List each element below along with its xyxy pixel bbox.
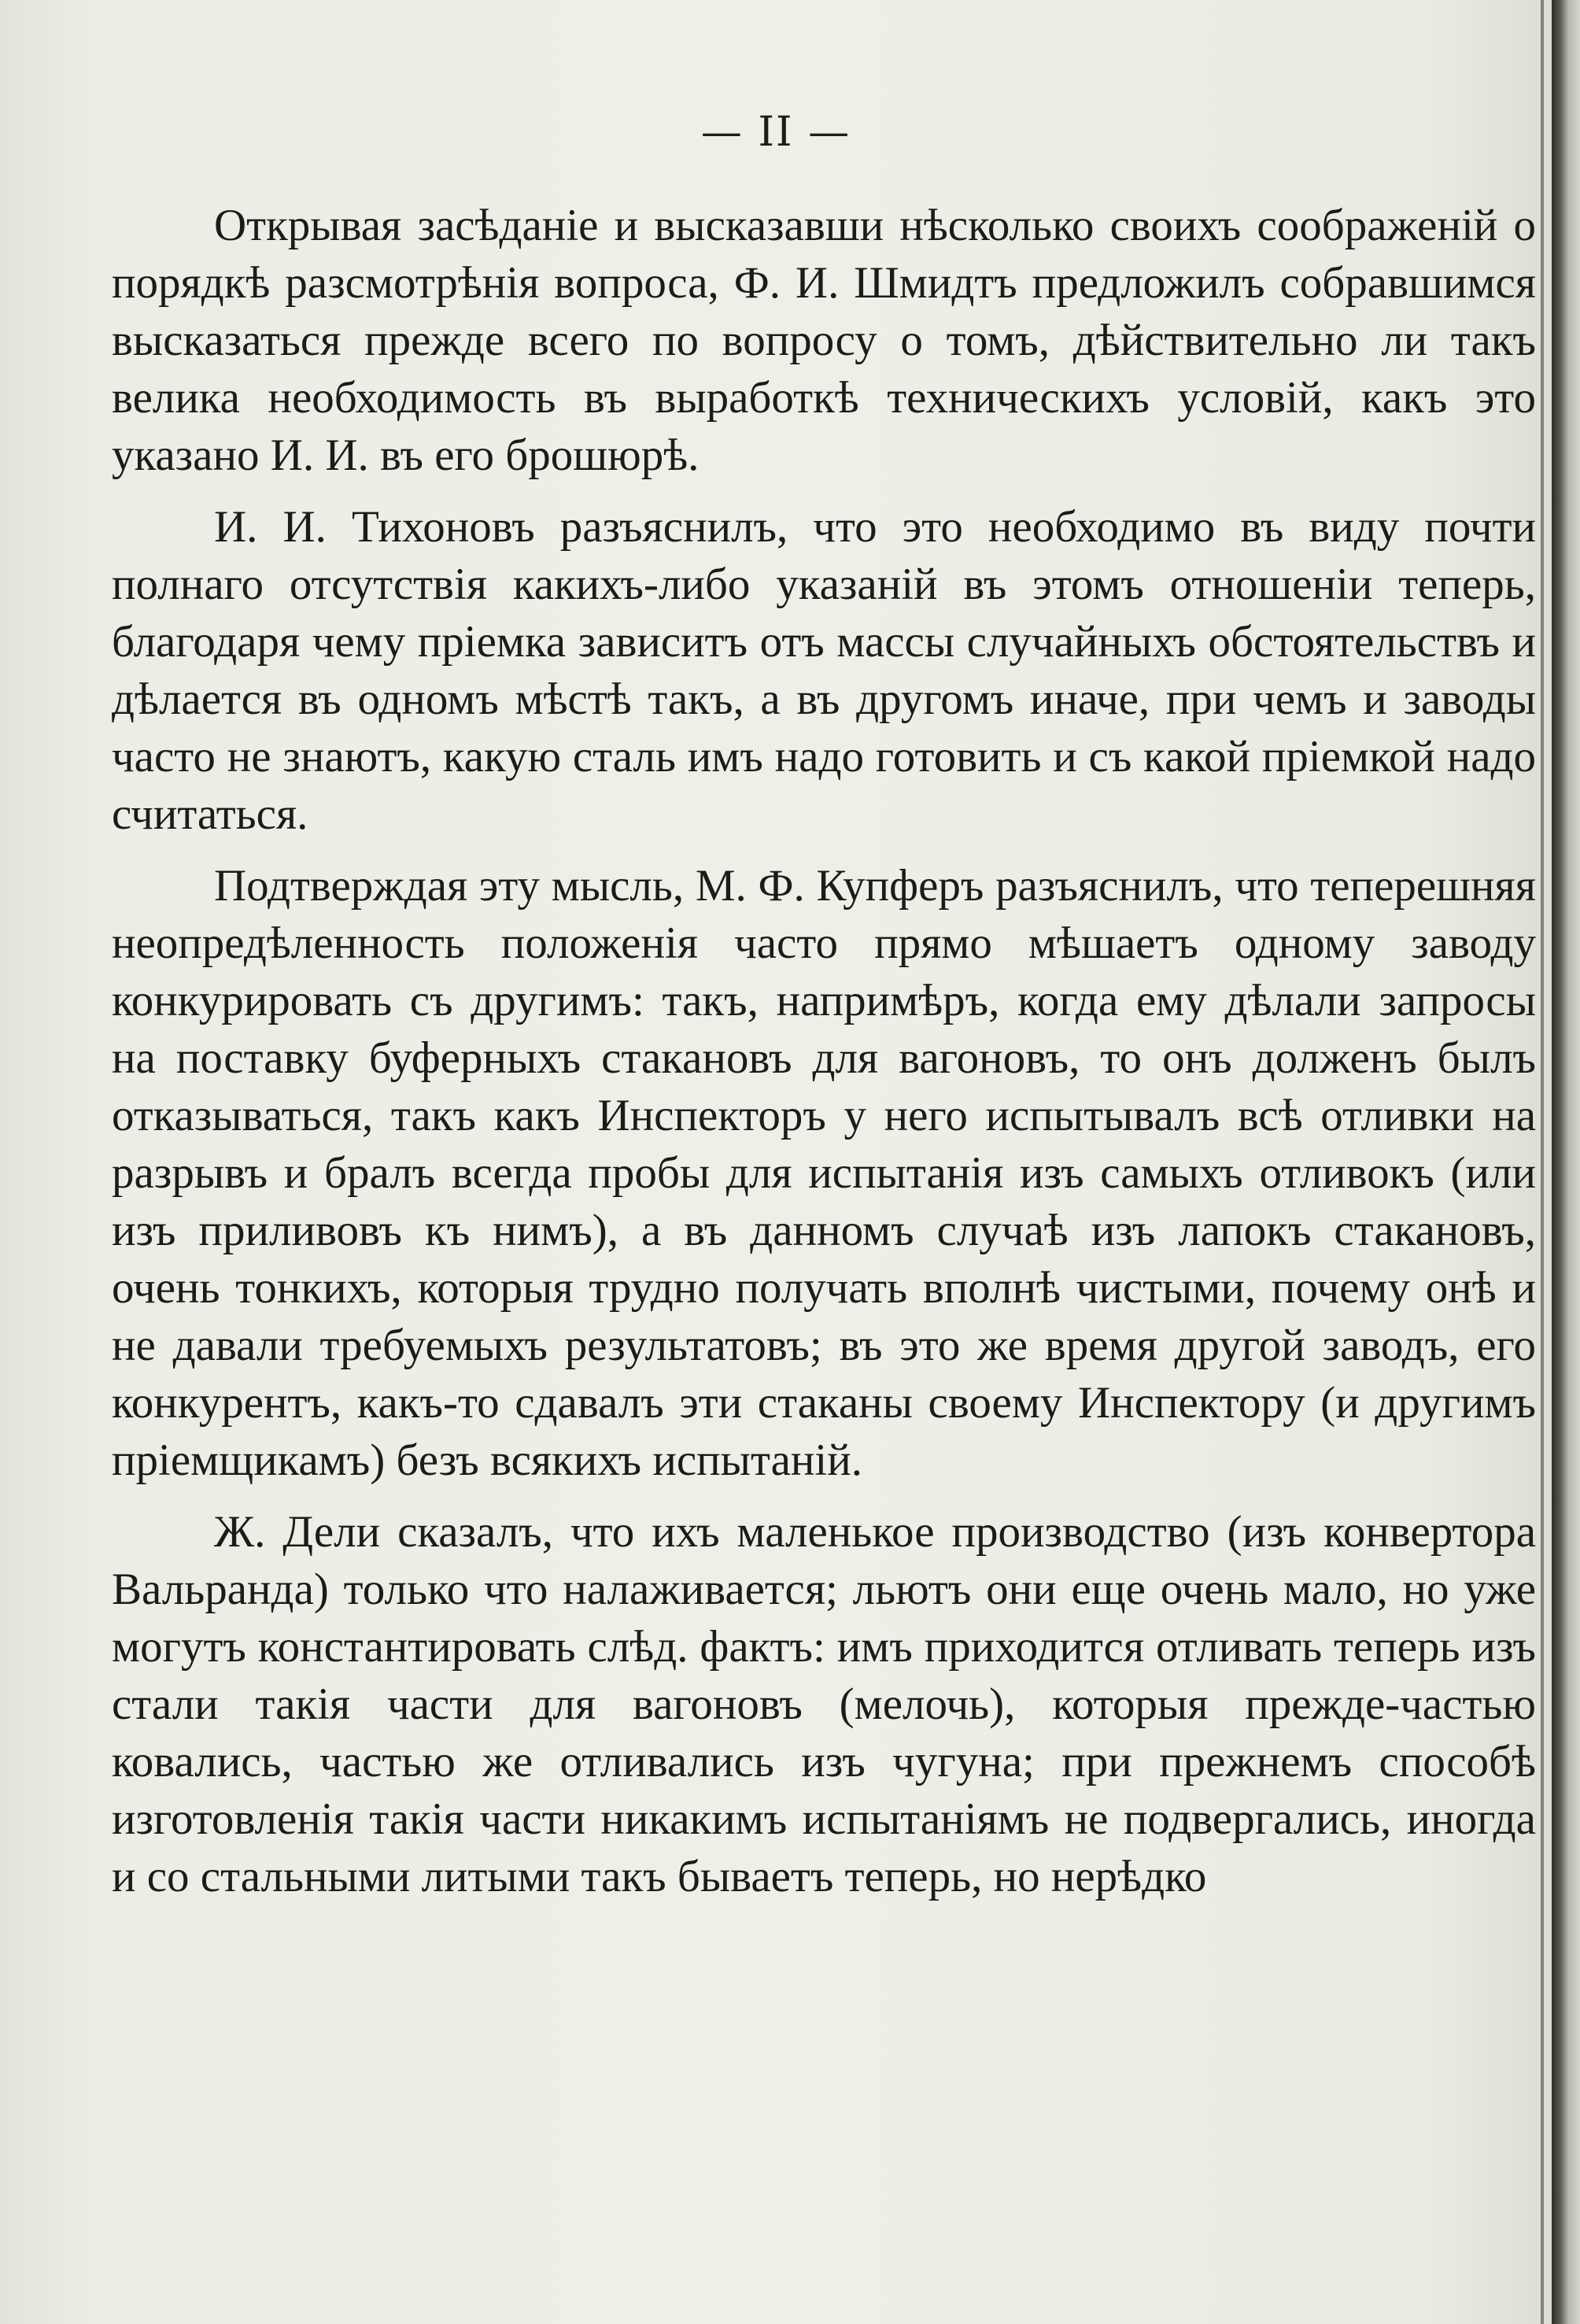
binding-shadow-line xyxy=(1541,0,1544,2324)
body-text xyxy=(112,197,1536,1919)
paragraph-3: Подтверждая эту мысль, М. Ф. Купферъ разъяснилъ, что теперешняя неопредѣленность положенія часто прямо мѣшаетъ одному заводу конкурировать съ другимъ: такъ, напримѣръ, когда ему дѣлали запросы на поставку буферныхъ стакановъ для вагоновъ, то онъ долженъ былъ отказываться, такъ какъ Инспекторъ у него испытывалъ всѣ отливки на разрывъ и бралъ всегда пробы для испытанія изъ самыхъ отливокъ (или изъ приливовъ къ нимъ), а въ данномъ случаѣ изъ лапокъ стакановъ, очень тонкихъ, которыя трудно получать вполнѣ чистыми, почему онѣ и не давали требуемыхъ результатовъ; въ это же время другой заводъ, его конкурентъ, какъ-то сдавалъ эти стаканы своему Инспектору (и другимъ пріемщикамъ) безъ всякихъ испытаній. xyxy=(112,861,1536,1485)
page-number-header: — II — xyxy=(700,109,851,156)
paragraph-2: И. И. Тихоновъ разъяснилъ, что это необходимо въ виду почти полнаго отсутствія какихъ-либо указаній въ этомъ отношеніи теперь, благодаря чему пріемка зависитъ отъ массы случайныхъ обстоятельствъ и дѣлается въ одномъ мѣстѣ такъ, а въ другомъ иначе, при чемъ и заводы часто не знаютъ, какую сталь имъ надо готовить и съ какой пріемкой надо считаться. xyxy=(112,502,1536,839)
paragraph-4: Ж. Дели сказалъ, что ихъ маленькое производство (изъ конвертора Вальранда) только что налаживается; льютъ они еще очень мало, но уже могутъ константировать слѣд. фактъ: имъ приходится отливать теперь изъ стали такія части для вагоновъ (мелочь), которыя прежде-частью ковались, частью же отливались изъ чугуна; при прежнемъ способѣ изготовленія такія части никакимъ испытаніямъ не подвергались, иногда и со стальными литыми такъ бываетъ теперь, но нерѣдко xyxy=(112,1507,1536,1901)
paragraph-1: Открывая засѣданіе и высказавши нѣсколько своихъ соображеній о порядкѣ разсмотрѣнія вопроса, Ф. И. Шмидтъ предложилъ собравшимся высказаться прежде всего по вопросу о томъ, дѣйствительно ли такъ велика необходимость въ выработкѣ техническихъ условій, какъ это указано И. И. въ его брошюрѣ. xyxy=(112,201,1536,480)
book-edge xyxy=(1552,0,1580,2324)
